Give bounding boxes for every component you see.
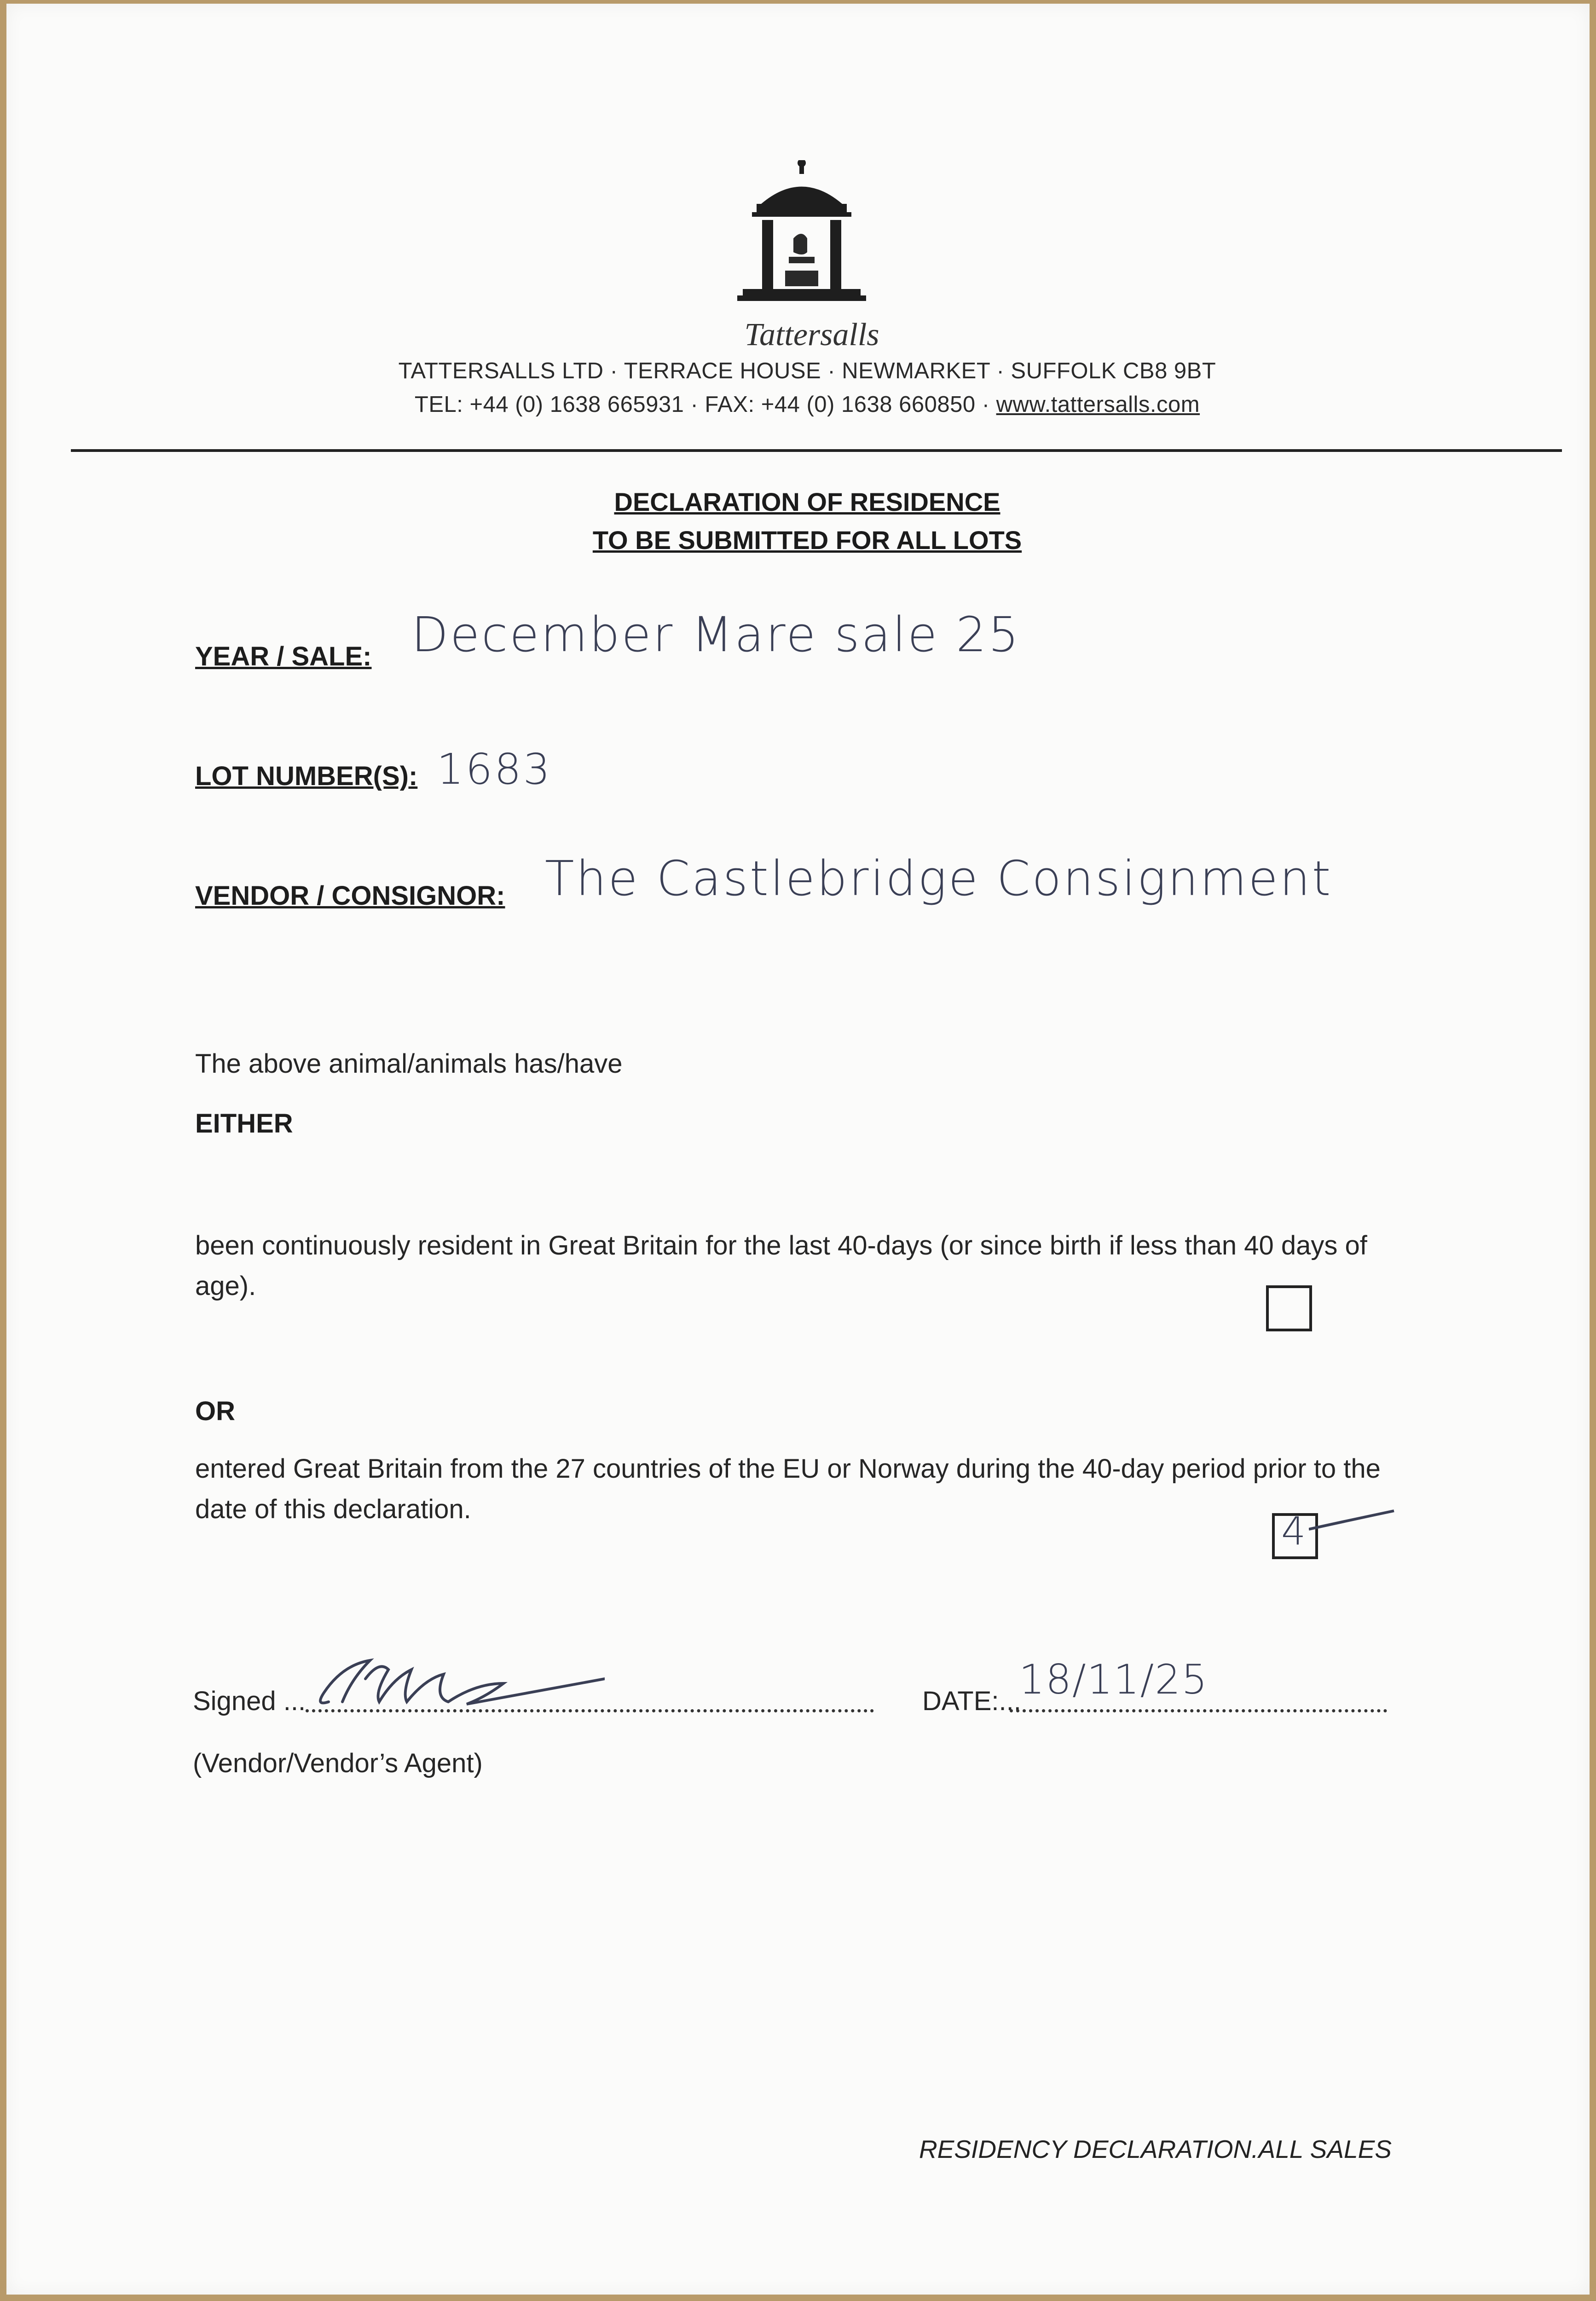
- date-label: DATE:...: [922, 1686, 1021, 1716]
- tattersalls-logo-icon: [734, 160, 872, 317]
- year-sale-value[interactable]: December Mare sale 25: [411, 607, 1021, 663]
- form-title: DECLARATION OF RESIDENCE: [614, 487, 1000, 516]
- lot-number-value[interactable]: 1683: [437, 745, 552, 794]
- form-subtitle: TO BE SUBMITTED FOR ALL LOTS: [592, 526, 1022, 555]
- brand-name: Tattersalls: [744, 317, 879, 353]
- signer-role: (Vendor/Vendor’s Agent): [193, 1748, 483, 1778]
- year-sale-label: YEAR / SALE:: [195, 642, 372, 671]
- check-stroke-icon: [1309, 1506, 1401, 1534]
- option-1-checkbox[interactable]: [1266, 1285, 1312, 1331]
- vendor-label: VENDOR / CONSIGNOR:: [195, 881, 505, 911]
- option-2-text: entered Great Britain from the 27 countries of the EU or Norway during the 40-day period prior to the date of this declaration.: [195, 1454, 1381, 1524]
- date-line[interactable]: [1010, 1709, 1387, 1712]
- handwritten-signature-icon: [310, 1651, 605, 1716]
- either-label: EITHER: [195, 1109, 293, 1139]
- form-reference: RESIDENCY DECLARATION.ALL SALES: [919, 2135, 1392, 2163]
- website-link[interactable]: www.tattersalls.com: [996, 392, 1200, 417]
- signed-label: Signed ...: [193, 1686, 306, 1716]
- vendor-value[interactable]: The Castlebridge Consignment: [545, 850, 1333, 907]
- header-divider: [71, 449, 1562, 452]
- lot-number-label: LOT NUMBER(S):: [195, 761, 418, 791]
- declaration-page: [6, 4, 1590, 2295]
- date-value[interactable]: 18/11/25: [1019, 1656, 1209, 1703]
- or-label: OR: [195, 1396, 235, 1426]
- contact-line: [145, 392, 1470, 417]
- statement-intro: The above animal/animals has/have: [195, 1049, 623, 1079]
- option-1-text: been continuously resident in Great Britain for the last 40-days (or since birth if less than 40 days of age).: [195, 1231, 1367, 1301]
- address-line: TATTERSALLS LTD · TERRACE HOUSE · NEWMARKET · SUFFOLK CB8 9BT: [398, 358, 1216, 383]
- option-2-check-mark: 4: [1281, 1509, 1306, 1554]
- contact-numbers: TEL: +44 (0) 1638 665931 · FAX: +44 (0) 1638 660850 ·: [414, 392, 996, 417]
